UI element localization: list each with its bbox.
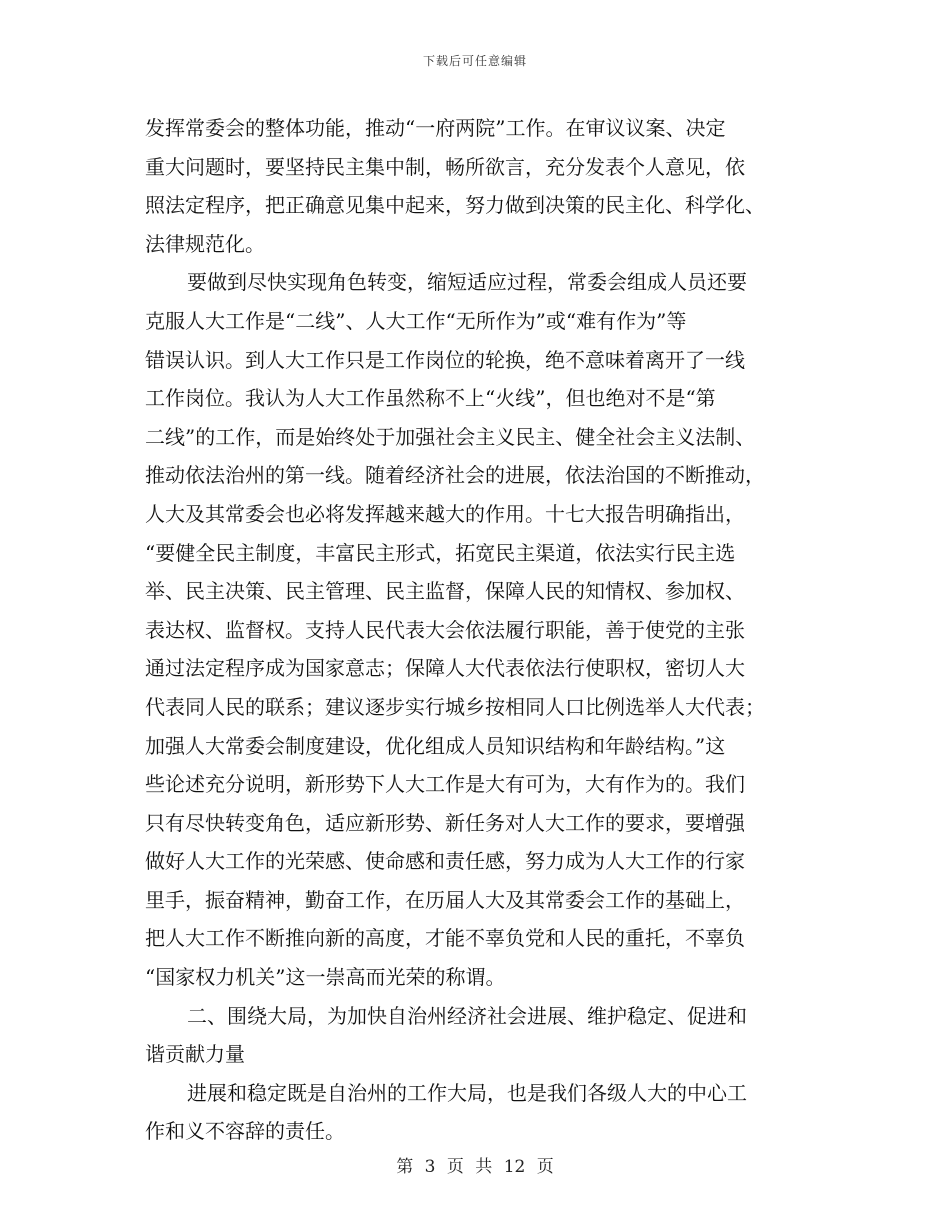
text-line: 重大问题时，要坚持民主集中制，畅所欲言，充分发表个人意见，依 <box>145 154 745 179</box>
text-line: 只有尽快转变角色，适应新形势、新任务对人大工作的要求，要增强 <box>145 810 745 835</box>
text-line: 发挥常委会的整体功能，推动“一府两院”工作。在审议议案、决定 <box>145 116 726 140</box>
page-header: 下载后可任意编辑 <box>422 54 527 68</box>
text-line: 作和义不容辞的责任。 <box>145 1119 345 1144</box>
text-line: 工作岗位。我认为人大工作虽然称不上“火线”，但也绝对不是“第 <box>145 386 716 411</box>
text-line: 二线”的工作，而是始终处于加强社会主义民主、健全社会主义法制、 <box>145 424 756 449</box>
text-line: 加强人大常委会制度建设，优化组成人员知识结构和年龄结构。”这 <box>145 733 726 758</box>
text-line: 把人大工作不断推向新的高度，才能不辜负党和人民的重托，不辜负 <box>145 926 745 951</box>
text-line: “国家权力机关”这一崇高而光荣的称谓。 <box>145 965 506 990</box>
text-line: 里手，振奋精神，勤奋工作，在历届人大及其常委会工作的基础上， <box>145 887 745 912</box>
text-line: 表达权、监督权。支持人民代表大会依法履行职能，善于使党的主张 <box>145 617 745 642</box>
text-line: 代表同人民的联系；建议逐步实行城乡按相同人口比例选举人大代表； <box>145 694 765 719</box>
text-line: 错误认识。到人大工作只是工作岗位的轮换，绝不意味着离开了一线 <box>145 347 745 372</box>
text-line: 些论述充分说明，新形势下人大工作是大有可为，大有作为的。我们 <box>145 772 745 797</box>
text-line: 照法定程序，把正确意见集中起来，努力做到决策的民主化、科学化、 <box>145 193 765 218</box>
text-line: “要健全民主制度，丰富民主形式，拓宽民主渠道，依法实行民主选 <box>145 540 736 565</box>
text-line: 通过法定程序成为国家意志；保障人大代表依法行使职权，密切人大 <box>145 656 745 681</box>
page-footer: 第 3 页 共 12 页 <box>396 1157 554 1177</box>
text-line: 法律规范化。 <box>145 231 265 256</box>
text-line: 二、围绕大局，为加快自治州经济社会进展、维护稳定、促进和 <box>187 1003 747 1028</box>
text-line: 进展和稳定既是自治州的工作大局，也是我们各级人大的中心工 <box>187 1080 747 1105</box>
document-body <box>145 109 810 1151</box>
text-line: 谐贡献力量 <box>145 1042 245 1067</box>
text-line: 推动依法治州的第一线。随着经济社会的进展，依法治国的不断推动， <box>145 463 765 488</box>
text-line: 要做到尽快实现角色转变，缩短适应过程，常委会组成人员还要 <box>187 270 747 295</box>
text-line: 举、民主决策、民主管理、民主监督，保障人民的知情权、参加权、 <box>145 579 745 604</box>
text-line: 克服人大工作是“二线”、人大工作“无所作为”或“难有作为”等 <box>145 308 687 333</box>
text-line: 人大及其常委会也必将发挥越来越大的作用。十七大报告明确指出， <box>145 501 745 526</box>
text-line: 做好人大工作的光荣感、使命感和责任感，努力成为人大工作的行家 <box>145 849 745 874</box>
